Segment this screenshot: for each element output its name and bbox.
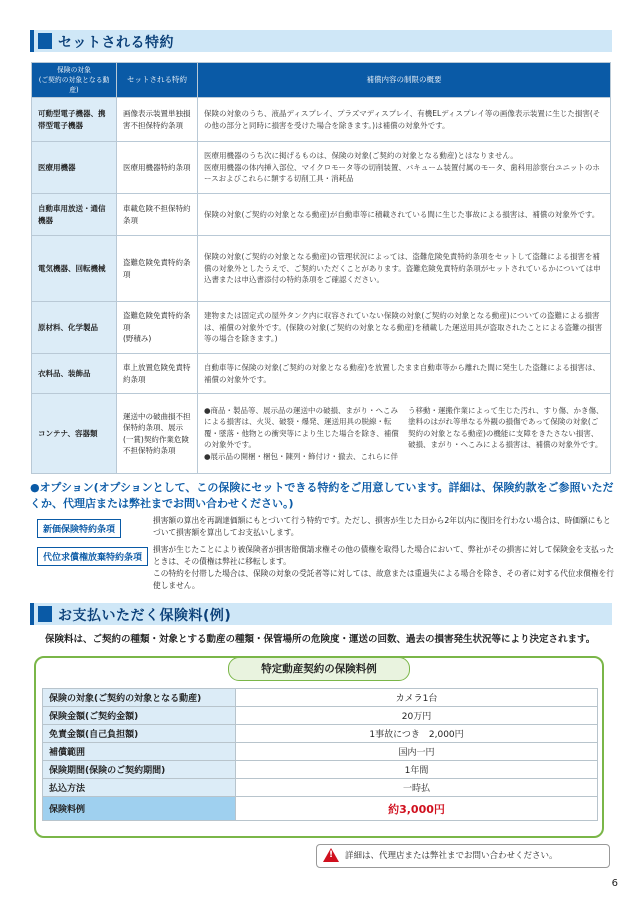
- table-row: [43, 779, 598, 797]
- row-key: 保険料例: [43, 797, 236, 821]
- row-value: 国内一円: [236, 743, 598, 761]
- premium-example-table: [42, 688, 598, 821]
- two-column-desc: [204, 405, 604, 463]
- cell-rider: 医療用機器特約条項: [117, 142, 198, 194]
- section-title: セットされる特約: [58, 35, 174, 51]
- section-marker: [38, 33, 52, 49]
- table-row: [32, 302, 611, 354]
- cell-target: 衣料品、装飾品: [32, 354, 117, 394]
- row-key: 保険の対象(ご契約の対象となる動産): [43, 689, 236, 707]
- cell-desc: 保険の対象(ご契約の対象となる動産)が自動車等に積載されている間に生じた事故による損害は、補償の対象外です。: [198, 194, 611, 236]
- row-value: 20万円: [236, 707, 598, 725]
- section-header-riders: [30, 30, 612, 52]
- row-key: 保険期間(保険のご契約期間): [43, 761, 236, 779]
- table-row: [43, 743, 598, 761]
- cell-desc: 医療用機器のうち次に掲げるものは、保険の対象(ご契約の対象となる動産)とはなりません。 医療用機器の体内挿入部位、マイクロモータ等の切削装置、バキューム装置付属のモータ、歯科用診察台ユニットのホースおよびこれらに類する切削工具・消耗品: [198, 142, 611, 194]
- riders-table: [31, 62, 611, 474]
- col-header-target: 保険の対象 (ご契約の対象となる動産): [32, 63, 117, 98]
- cell-desc: [198, 394, 611, 474]
- table-row: [32, 142, 611, 194]
- col-header-rider: セットされる特約: [117, 63, 198, 98]
- table-row: [43, 689, 598, 707]
- premium-amount: 約3,000円: [236, 797, 598, 821]
- cell-rider: 車上放置危険免責特約条項: [117, 354, 198, 394]
- cell-rider: 盗難危険免責特約条項 (野積み): [117, 302, 198, 354]
- cell-desc: 建物または固定式の屋外タンク内に収容されていない保険の対象(ご契約の対象となる動産)についての盗難による損害は、補償の対象外です。(保険の対象(ご契約の対象となる動産)を積載した運送用具が盗取されたことによる盗難の損害等の場合を除きます。): [198, 302, 611, 354]
- cell-rider: 盗難危険免責特約条項: [117, 236, 198, 302]
- option-intro: ●オプション(オプションとして、この保険にセットできる特約をご用意しています。詳細は、保険約款をご参照いただくか、代理店または弊社までお問い合わせください。): [30, 481, 614, 510]
- row-value: 一時払: [236, 779, 598, 797]
- desc-right: う移動・運搬作業によって生じた汚れ、すり傷、かき傷、塗料のはがれ等単なる外観の損傷であって保険の対象(ご契約の対象となる動産)の機能に支障をきたさない損害、破損、まがり・へこみによる損害は、補償の対象外です。: [408, 405, 604, 450]
- table-row-premium: [43, 797, 598, 821]
- cell-rider: 画像表示装置単独損害不担保特約条項: [117, 98, 198, 142]
- row-key: 払込方法: [43, 779, 236, 797]
- table-row: [43, 725, 598, 743]
- cell-rider: 車載危険不担保特約条項: [117, 194, 198, 236]
- row-key: 補償範囲: [43, 743, 236, 761]
- option-desc-new-value: 損害額の算出を再調達価額にもとづいて行う特約です。ただし、損害が生じた日から2年以内に復旧を行わない場合は、時価額にもとづいて損害額を算出してお支払いします。: [153, 516, 611, 537]
- premium-lead-text: 保険料は、ご契約の種類・対象とする動産の種類・保管場所の危険度・運送の回数、過去の損害発生状況等により決定されます。: [45, 634, 596, 645]
- option-desc-subrogation: 損害が生じたことにより被保険者が損害賠償請求権その他の債権を取得した場合において、弊社がその損害に対して保険金を支払ったときは、その債権は弊社に移転します。 この特約を付帯した場合は、保険の対象の受託者等に対しては、故意または重過失による場合を除き、その者に対する代位求償権を行使しません。: [153, 545, 615, 590]
- note-text: 詳細は、代理店または弊社までお問い合わせください。: [345, 851, 558, 861]
- cell-desc: 保険の対象のうち、液晶ディスプレイ、プラズマディスプレイ、有機ELディスプレイ等の画像表示装置に生じた損害(その他の部分と同時に損害を受けた場合を除きます。)は補償の対象外です。: [198, 98, 611, 142]
- cell-target: 自動車用放送・通信機器: [32, 194, 117, 236]
- table-header-row: [32, 63, 611, 98]
- warning-icon: !: [323, 848, 339, 862]
- page-number: 6: [611, 878, 618, 889]
- row-value: カメラ1台: [236, 689, 598, 707]
- contact-note: [316, 844, 610, 868]
- table-row: [32, 354, 611, 394]
- row-key: 保険金額(ご契約金額): [43, 707, 236, 725]
- cell-target: 原材料、化学製品: [32, 302, 117, 354]
- cell-target: 可動型電子機器、携帯型電子機器: [32, 98, 117, 142]
- cell-target: 電気機器、回転機械: [32, 236, 117, 302]
- cell-target: コンテナ、容器類: [32, 394, 117, 474]
- table-row: [32, 194, 611, 236]
- example-title: 特定動産契約の保険料例: [228, 657, 410, 681]
- cell-desc: 保険の対象(ご契約の対象となる動産)の管理状況によっては、盗難危険免責特約条項をセットして盗難による損害を補償の対象外としたうえで、ご契約いただくことがあります。盗難危険免責特約条項がセットされているかについては申込書または申込書添付の特約条項をご確認ください。: [198, 236, 611, 302]
- table-row: [43, 707, 598, 725]
- cell-target: 医療用機器: [32, 142, 117, 194]
- option-label-subrogation: 代位求償権放棄特約条項: [37, 547, 148, 566]
- table-row: [32, 236, 611, 302]
- section-title: お支払いただく保険料(例): [58, 608, 232, 624]
- col-header-desc: 補償内容の制限の概要: [198, 63, 611, 98]
- row-value: 1事故につき 2,000円: [236, 725, 598, 743]
- option-label-new-value: 新価保険特約条項: [37, 519, 121, 538]
- desc-left: ●商品・製品等、展示品の運送中の破損、まがり・へこみによる損害は、火災、破裂・爆発、運送用具の脱線・転覆・墜落・他物との衝突等により生じた場合を除き、補償の対象外です。 ●展示品の開梱・梱包・陳列・飾付け・撤去、これらに伴: [204, 405, 399, 461]
- table-row: [43, 761, 598, 779]
- row-value: 1年間: [236, 761, 598, 779]
- row-key: 免責金額(自己負担額): [43, 725, 236, 743]
- table-row: [32, 394, 611, 474]
- cell-desc: 自動車等に保険の対象(ご契約の対象となる動産)を放置したまま自動車等から離れた間に発生した盗難による損害は、補償の対象外です。: [198, 354, 611, 394]
- section-marker: [38, 606, 52, 622]
- table-row: [32, 98, 611, 142]
- cell-rider: 運送中の破曲損不担保特約条項、展示(一賞)契約作業危険不担保特約条項: [117, 394, 198, 474]
- section-header-premium: [30, 603, 612, 625]
